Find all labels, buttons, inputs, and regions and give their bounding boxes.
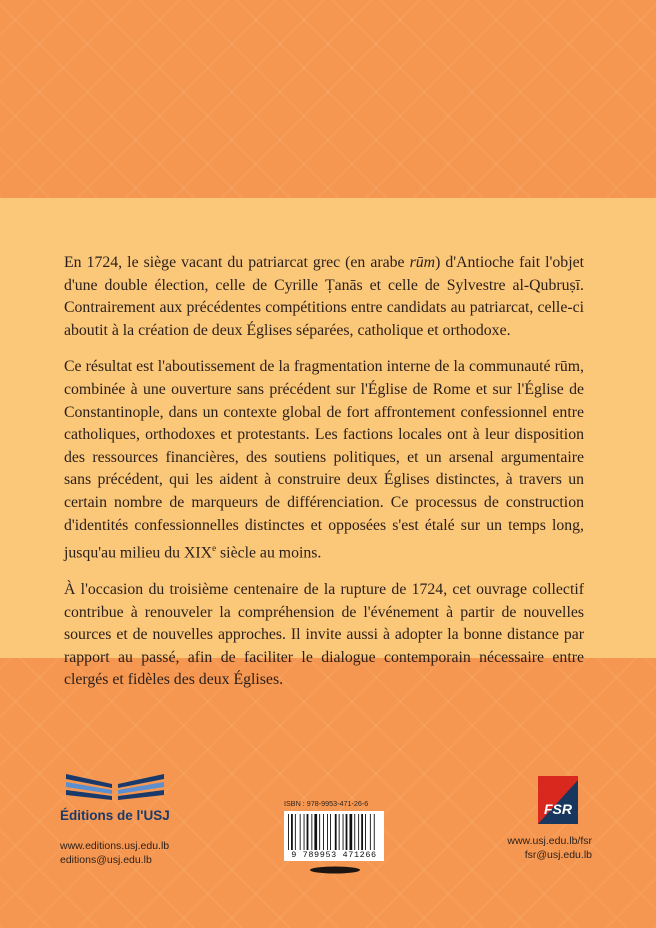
barcode-bar xyxy=(319,814,320,850)
barcode-bar xyxy=(361,814,363,850)
barcode-bar xyxy=(343,814,344,850)
barcode-bar xyxy=(354,814,355,850)
barcode-bar xyxy=(314,814,317,850)
publisher-email[interactable]: editions@usj.edu.lb xyxy=(60,854,152,866)
barcode-bar xyxy=(365,814,366,850)
barcode xyxy=(284,811,384,861)
book-wings-logo-icon xyxy=(60,770,170,804)
ink-smudge xyxy=(308,865,362,875)
barcode-bar xyxy=(307,814,309,850)
barcode-bar xyxy=(330,814,331,850)
barcode-bar xyxy=(295,814,296,850)
faculty-contact xyxy=(496,834,592,862)
barcode-bar xyxy=(335,814,337,850)
barcode-bar xyxy=(304,814,305,850)
barcode-bar xyxy=(311,814,312,850)
barcode-bar xyxy=(300,814,301,850)
publisher-name: Éditions de l'USJ xyxy=(60,808,170,823)
publisher-contact xyxy=(60,839,210,867)
barcode-bar xyxy=(327,814,328,850)
barcode-bar xyxy=(358,814,359,850)
paragraph-2: Ce résultat est l'aboutissement de la fragmentation interne de la communauté rūm, combinée à une ouverture sans précédent sur l'Église de Rome et sur l'Église de Constantinople, dans un contexte global de fort affrontement confessionnel entre catholiques, orthodoxes et protestants. Les factions locales ont à leur disposition des ressources financières, des soutiens politiques, et un arsenal argumentaire sans précédent, qui les aident à construire deux Églises distinctes, à travers un certain nombre de marqueurs de différenciation. Ce processus de construction d'identités confessionnelles distinctes et opposées s'est étalé sur un temps long, jusqu'au milieu du XIXe siècle au moins. xyxy=(64,358,584,562)
publisher-website[interactable]: www.editions.usj.edu.lb xyxy=(60,840,170,852)
isbn-block xyxy=(284,799,386,875)
barcode-bar xyxy=(291,814,293,850)
paragraph-1: En 1724, le siège vacant du patriarcat grec (en arabe rūm) d'Antioche fait l'objet d'une double élection, celle de Cyrille Ṭanās et celle de Sylvestre al-Qubruṣī. Contrairement aux précédentes compétitions entre candidats au patriarcat, celle-ci aboutit à la création de deux Églises séparées, catholique et orthodoxe. xyxy=(64,254,584,339)
barcode-bar xyxy=(288,814,289,850)
fsr-logo-text: FSR xyxy=(544,801,572,817)
back-cover-text xyxy=(64,252,584,692)
barcode-bar xyxy=(350,814,353,850)
barcode-bar xyxy=(323,814,324,850)
barcode-bar xyxy=(339,814,340,850)
isbn-label: ISBN : 978-9953-471-26-6 xyxy=(284,799,369,808)
faculty-email[interactable]: fsr@usj.edu.lb xyxy=(524,849,592,861)
barcode-bar xyxy=(346,814,348,850)
barcode-bar xyxy=(374,814,375,850)
publisher-block xyxy=(60,770,210,867)
top-pattern-band xyxy=(0,0,656,198)
paragraph-3: À l'occasion du troisième centenaire de la rupture de 1724, cet ouvrage collectif contribue à renouveler la compréhension de l'événement à partir de nouvelles sources et de nouvelles approches. Il invite aussi à adopter la bonne distance par rapport au passé, afin de faciliter le dialogue contemporain nécessaire entre clergés et fidèles des deux Églises. xyxy=(64,580,584,689)
barcode-digits: 9 789953 471266 xyxy=(291,850,377,860)
fsr-logo-icon xyxy=(538,776,578,824)
faculty-website[interactable]: www.usj.edu.lb/fsr xyxy=(507,835,592,847)
barcode-bar xyxy=(370,814,371,850)
